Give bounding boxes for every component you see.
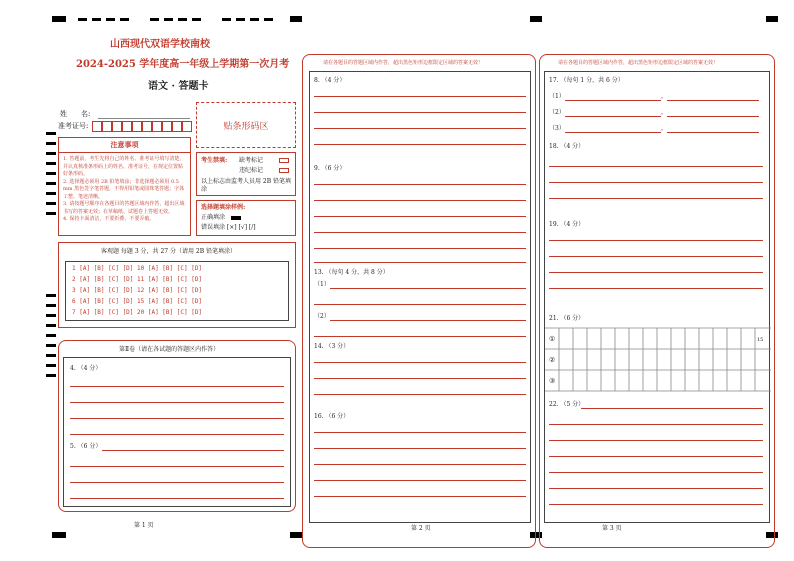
timing-mark	[46, 324, 56, 327]
answer-line[interactable]	[314, 394, 526, 395]
grid-row-label: ①	[549, 335, 556, 343]
timing-mark	[46, 162, 56, 165]
position-mark	[530, 16, 542, 22]
notice-list	[59, 153, 190, 227]
exam-id-label: 准考证号:	[58, 122, 89, 130]
answer-line[interactable]	[549, 182, 763, 183]
grid-row-label: ②	[549, 356, 556, 364]
comma: ，	[661, 125, 668, 132]
correct-fill-sample	[231, 216, 241, 220]
q17-part1: （1）	[549, 93, 565, 100]
timing-mark	[46, 334, 56, 337]
answer-line[interactable]	[549, 424, 763, 425]
exam-title: 2024-2025 学年度高一年级上学期第一次月考	[76, 59, 290, 70]
answer-line[interactable]	[314, 362, 526, 363]
q8-label: 8. （4 分）	[314, 77, 346, 84]
barcode-area	[196, 102, 296, 148]
position-mark	[192, 18, 201, 21]
wrong-fill-label: 错误填涂 [×] [√] [/]	[201, 224, 256, 231]
answer-line[interactable]	[314, 200, 526, 201]
answer-line[interactable]	[70, 386, 284, 387]
timing-mark	[46, 374, 56, 377]
proctor-title: 考生禁填:	[201, 157, 228, 164]
answer-line[interactable]	[314, 480, 526, 481]
answer-line[interactable]	[549, 166, 763, 167]
answer-line[interactable]	[70, 466, 284, 467]
page-number: 第 2 页	[411, 525, 431, 532]
part2-inner	[63, 357, 291, 507]
comma: ，	[661, 93, 668, 100]
page3-answer-area	[544, 71, 770, 523]
position-mark	[150, 18, 159, 21]
fill-sample-title: 选择题填涂样例:	[201, 204, 246, 211]
answer-line[interactable]	[314, 496, 526, 497]
answer-line[interactable]	[314, 304, 526, 305]
answer-line[interactable]	[549, 198, 763, 199]
answer-line[interactable]	[549, 240, 763, 241]
q16-label: 16. （6 分）	[314, 413, 350, 420]
notice-title: 注意事项	[59, 138, 190, 153]
timing-mark	[46, 172, 56, 175]
answer-line[interactable]	[549, 472, 763, 473]
answer-line[interactable]	[314, 184, 526, 185]
answer-line[interactable]	[667, 132, 759, 133]
position-mark	[52, 532, 66, 538]
timing-mark	[46, 132, 56, 135]
proctor-note: 以上标志由监考人员用 2B 铅笔填涂	[201, 178, 292, 194]
answer-line[interactable]	[70, 402, 284, 403]
timing-mark	[46, 182, 56, 185]
q21-label: 21. （6 分）	[549, 315, 585, 322]
answer-line[interactable]	[314, 112, 526, 113]
violation-label: 违纪标记	[239, 167, 264, 174]
position-mark	[178, 18, 187, 21]
answer-line[interactable]	[667, 100, 759, 101]
position-mark	[250, 18, 259, 21]
page-2	[302, 54, 536, 548]
notice-box	[58, 137, 191, 236]
id-digit-box[interactable]	[182, 121, 192, 132]
q17-label: 17. （每句 1 分，共 6 分）	[549, 77, 624, 84]
page-number: 第 1 页	[134, 522, 154, 529]
writing-grid[interactable]	[545, 326, 771, 396]
answer-line[interactable]	[314, 378, 526, 379]
q19-label: 19. （4 分）	[549, 221, 585, 228]
answer-line[interactable]	[330, 320, 526, 321]
position-mark	[78, 18, 87, 21]
id-digit-box[interactable]	[172, 121, 182, 132]
position-mark	[164, 18, 173, 21]
q5-label: 5. （6 分）	[70, 443, 102, 450]
id-digit-box[interactable]	[112, 121, 122, 132]
answer-line[interactable]	[565, 100, 661, 101]
timing-mark	[46, 212, 56, 215]
card-title: 语文 · 答题卡	[148, 81, 209, 92]
answer-line[interactable]	[314, 336, 526, 337]
position-mark	[120, 18, 129, 21]
q4-label: 4. （4 分）	[70, 365, 102, 372]
choice-row[interactable]: 6 [A] [B] [C] [D] 15 [A] [B] [C] [D]	[72, 298, 203, 305]
choice-row[interactable]: 3 [A] [B] [C] [D] 12 [A] [B] [C] [D]	[72, 287, 203, 294]
timing-mark	[46, 294, 56, 297]
q13-part2: （2）	[314, 313, 330, 320]
proctor-box	[196, 152, 296, 196]
id-digit-box[interactable]	[102, 121, 112, 132]
absent-mark-box[interactable]	[279, 158, 289, 163]
absent-label: 缺考标记	[239, 157, 264, 164]
page3-warning: 请在各题目的答题区域内作答，超出黑色矩形边框限定区域的答案无效！	[558, 60, 719, 66]
page-number: 第 3 页	[602, 525, 622, 532]
answer-line[interactable]	[314, 432, 526, 433]
answer-line[interactable]	[549, 488, 763, 489]
position-mark	[264, 18, 273, 21]
answer-line[interactable]	[314, 96, 526, 97]
q17-part2: （2）	[549, 109, 565, 116]
timing-mark	[46, 142, 56, 145]
fill-sample-box	[196, 200, 296, 236]
name-label: 姓 名:	[60, 110, 91, 118]
timing-mark	[46, 344, 56, 347]
page-3	[539, 54, 775, 548]
answer-line[interactable]	[314, 448, 526, 449]
answer-line[interactable]	[314, 262, 526, 263]
objective-section	[58, 242, 296, 328]
answer-line[interactable]	[70, 498, 284, 499]
position-mark	[290, 532, 302, 538]
position-mark	[222, 18, 231, 21]
q13-part1: （1）	[314, 281, 330, 288]
answer-line[interactable]	[330, 288, 526, 289]
timing-mark	[46, 192, 56, 195]
timing-mark	[46, 202, 56, 205]
notice-item: 1. 答题前，考生先将自己的姓名、准考证号填写清楚，并认真核准条形码上的姓名、准考证号，在规定位置贴好条形码。	[63, 156, 185, 177]
answer-line[interactable]	[314, 216, 526, 217]
position-mark	[236, 18, 245, 21]
grid-row-label: ③	[549, 377, 556, 385]
violation-mark-box[interactable]	[279, 168, 289, 173]
answer-line[interactable]	[102, 450, 284, 451]
barcode-label: 贴条形码区	[223, 121, 269, 132]
id-digit-box[interactable]	[162, 121, 172, 132]
answer-line[interactable]	[667, 116, 759, 117]
page2-warning: 请在各题目的答题区域内作答，超出黑色矩形边框限定区域的答案无效！	[323, 60, 484, 66]
answer-line[interactable]	[549, 504, 763, 505]
position-mark	[766, 16, 778, 22]
page2-answer-area	[309, 71, 531, 523]
id-digit-box[interactable]	[122, 121, 132, 132]
school-name: 山西现代双语学校南校	[110, 39, 210, 50]
answer-line[interactable]	[314, 232, 526, 233]
answer-line[interactable]	[549, 456, 763, 457]
notice-item: 4. 保持卡面清洁，不要折叠、不要弄破。	[63, 216, 155, 222]
id-digit-box[interactable]	[132, 121, 142, 132]
position-mark	[52, 16, 66, 22]
position-mark	[92, 18, 101, 21]
q22-label: 22. （5 分）	[549, 401, 585, 408]
answer-line[interactable]	[314, 144, 526, 145]
answer-line[interactable]	[565, 116, 661, 117]
choice-row[interactable]: 1 [A] [B] [C] [D] 10 [A] [B] [C] [D]	[72, 265, 203, 272]
answer-line[interactable]	[70, 434, 284, 435]
timing-mark	[46, 364, 56, 367]
id-digit-box[interactable]	[142, 121, 152, 132]
part2-title: 第Ⅱ卷（请在各试题的答题区内作答）	[119, 346, 220, 353]
choice-row[interactable]: 7 [A] [B] [C] [D] 20 [A] [B] [C] [D]	[72, 309, 203, 316]
answer-line[interactable]	[549, 256, 763, 257]
timing-mark	[46, 304, 56, 307]
q9-label: 9. （6 分）	[314, 165, 346, 172]
answer-line[interactable]	[70, 418, 284, 419]
answer-line[interactable]	[314, 248, 526, 249]
grid-count: 15	[757, 337, 764, 343]
timing-mark	[46, 152, 56, 155]
id-digit-box[interactable]	[152, 121, 162, 132]
comma: ，	[661, 109, 668, 116]
position-mark	[106, 18, 115, 21]
objective-answer-box	[65, 261, 289, 321]
answer-line[interactable]	[70, 482, 284, 483]
objective-title: 客观题 每题 3 分，共 27 分（请用 2B 铅笔填涂）	[101, 248, 237, 255]
correct-fill-label: 正确填涂	[201, 214, 226, 221]
answer-line[interactable]	[549, 440, 763, 441]
q17-part3: （3）	[549, 125, 565, 132]
part2-section	[58, 340, 296, 512]
id-digit-box[interactable]	[92, 121, 102, 132]
answer-line[interactable]	[565, 132, 661, 133]
answer-line[interactable]	[549, 272, 763, 273]
choice-row[interactable]: 2 [A] [B] [C] [D] 11 [A] [B] [C] [D]	[72, 276, 203, 283]
timing-mark	[46, 314, 56, 317]
answer-line[interactable]	[549, 288, 763, 289]
position-mark	[290, 16, 302, 22]
answer-line[interactable]	[314, 128, 526, 129]
name-underline[interactable]	[98, 118, 190, 119]
q13-label: 13. （每句 4 分，共 8 分）	[314, 269, 389, 276]
notice-item: 3. 请按题号顺序在各题目的答题区域内作答，超出区域书写的答案无效；在草稿纸、试题卷上答题无效。	[63, 201, 185, 215]
notice-item: 2. 选择题必须用 2B 铅笔填涂；非选择题必须用 0.5 mm 黑色签字笔答题，不得用铅笔或圆珠笔答题；字体工整、笔迹清晰。	[63, 178, 185, 200]
q14-label: 14. （3 分）	[314, 343, 350, 350]
timing-mark	[46, 354, 56, 357]
answer-line[interactable]	[314, 464, 526, 465]
answer-line[interactable]	[581, 408, 763, 409]
q18-label: 18. （4 分）	[549, 143, 585, 150]
